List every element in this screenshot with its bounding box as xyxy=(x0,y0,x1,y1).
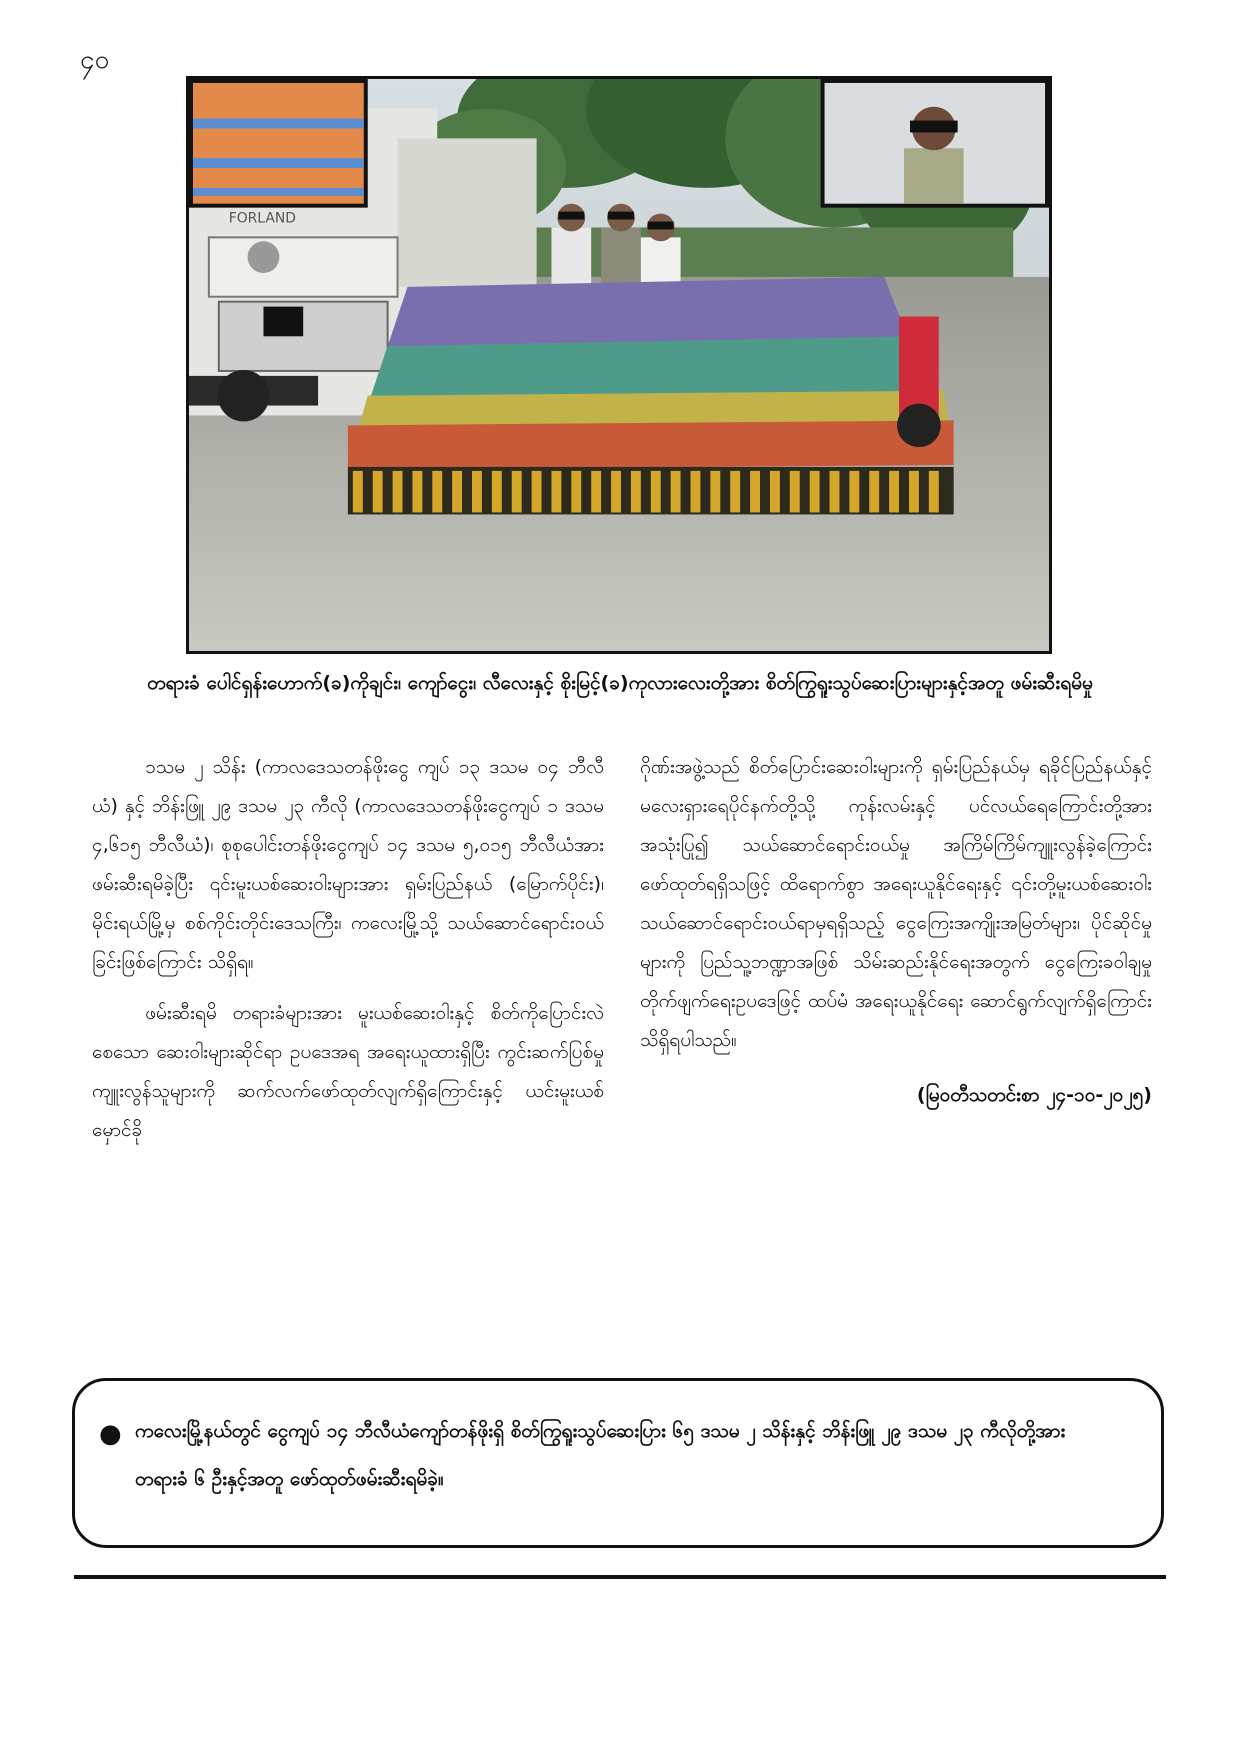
inset-suspect-mugshot xyxy=(821,79,1049,208)
article-paragraph: ၁သမ ၂ သိန်း (ကာလဒေသတန်ဖိုးငွေ ကျပ် ၁၃ ဒသမ ၀၄ ဘီလီယံ) နှင့် ဘိန်းဖြူ ၂၉ ဒသမ ၂၃ ကီလို (ကာလဒေသတန်ဖိုးငွေကျပ် ၁ ဒသမ ၄,၆၁၅ ဘီလီယံ)၊ စုစုပေါင်းတန်ဖိုးငွေကျပ် ၁၄ ဒသမ ၅,၀၁၅ ဘီလီယံအား ဖမ်းဆီးရမိခဲ့ပြီး ၎င်းမူးယစ်ဆေးဝါးများအား ရှမ်းပြည်နယ် (မြောက်ပိုင်း)၊ မိုင်းရယ်မြို့မှ စစ်ကိုင်းတိုင်းဒေသကြီး၊ ကလေးမြို့သို့ သယ်ဆောင်ရောင်းဝယ်ခြင်းဖြစ်ကြောင်း သိရှိရ။ xyxy=(92,756,604,973)
motorbike xyxy=(897,317,941,448)
summary-text: ကလေးမြို့နယ်တွင် ငွေကျပ် ၁၄ ဘီလီယံကျော်တန်ဖိုးရှိ စိတ်ကြွရူးသွပ်ဆေးပြား ၆၅ ဒသမ ၂ သိန်းနှင့် ဘိန်းဖြူ ၂၉ ဒသမ ၂၃ ကီလိုတို့အား တရားခံ ၆ ဦးနှင့်အတူ ဖော်ထုတ်ဖမ်းဆီးရမိခဲ့။ xyxy=(135,1420,1066,1490)
photo-caption: တရားခံ ပေါင်ရှန်းဟောက်(ခ)ကိုချင်း၊ ကျော်ငွေး၊ လီလေးနှင့် စိုးမြင့်(ခ)ကုလားလေးတို့အား စိတ်ကြွရူးသွပ်ဆေးပြားများနှင့်အတူ ဖမ်းဆီးရမိမှု xyxy=(147,672,1093,694)
article-source: (မြဝတီသတင်းစာ ၂၄-၁၀-၂၀၂၅) xyxy=(916,1084,1152,1106)
truck-brand-text: FORLAND xyxy=(228,210,296,227)
seized-drug-packages xyxy=(348,277,954,515)
footer-rule xyxy=(74,1575,1166,1579)
seizure-scene-photo xyxy=(189,79,1049,651)
article-paragraph: ဖမ်းဆီးရမိ တရားခံများအား မူးယစ်ဆေးဝါးနှင့် စိတ်ကိုပြောင်းလဲစေသော ဆေးဝါးများဆိုင်ရာ ဥပဒေအရ အရေးယူထားရှိပြီး ကွင်းဆက်ပြစ်မှုကျူးလွန်သူများကို ဆက်လက်ဖော်ထုတ်လျက်ရှိကြောင်းနှင့် ယင်းမူးယစ်မှောင်ခို xyxy=(92,1002,604,1141)
article-right-column xyxy=(640,748,1152,1115)
article-left-column xyxy=(92,748,604,1150)
summary-box xyxy=(72,1378,1164,1548)
suspects-standing xyxy=(551,204,680,287)
news-photo xyxy=(186,76,1052,654)
article-paragraph: ဂိုဏ်းအဖွဲ့သည် စိတ်ပြောင်းဆေးဝါးများကို ရှမ်းပြည်နယ်မှ ရခိုင်ပြည်နယ်နှင့် မလေးရှားရေပိုင်နက်တို့သို့ ကုန်းလမ်းနှင့် ပင်လယ်ရေကြောင်းတို့အား အသုံးပြု၍ သယ်ဆောင်ရောင်းဝယ်မှု အကြိမ်ကြိမ်ကျူးလွန်ခဲ့ကြောင်း ဖော်ထုတ်ရရှိသဖြင့် ထိရောက်စွာ အရေးယူနိုင်ရေးနှင့် ၎င်းတို့မူးယစ်ဆေးဝါး သယ်ဆောင်ရောင်းဝယ်ရာမှရရှိသည့် ငွေကြေးအကျိုးအမြတ်များ၊ ပိုင်ဆိုင်မှုများကို ပြည်သူ့ဘဏ္ဍာအဖြစ် သိမ်းဆည်းနိုင်ရေးအတွက် ငွေကြေးခဝါချမှု တိုက်ဖျက်ရေးဥပဒေဖြင့် ထပ်မံ အရေးယူနိုင်ရေး ဆောင်ရွက်လျက်ရှိကြောင်း သိရှိရပါသည်။ xyxy=(640,756,1152,1051)
bullet-icon: ● xyxy=(99,1419,122,1449)
page-number: ၄၀ xyxy=(80,45,110,75)
inset-packages-closeup xyxy=(189,79,368,208)
